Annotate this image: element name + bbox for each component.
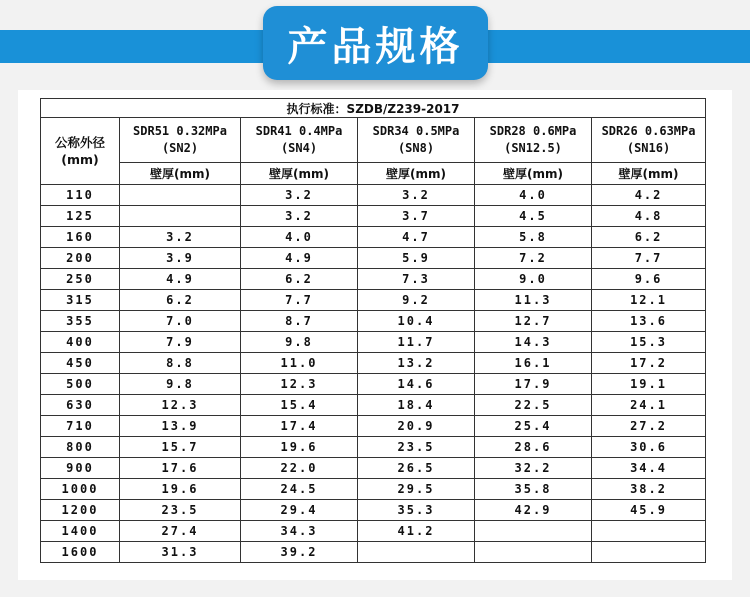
diameter-cell: 1000 xyxy=(41,479,120,500)
diameter-cell: 125 xyxy=(41,206,120,227)
thickness-cell: 11.3 xyxy=(475,290,592,311)
sdr-label: SDR34 0.5MPa xyxy=(372,124,460,138)
table-row xyxy=(41,395,706,416)
thickness-cell: 13.9 xyxy=(120,416,241,437)
thickness-cell: 4.9 xyxy=(241,248,358,269)
thickness-cell: 8.8 xyxy=(120,353,241,374)
thickness-cell: 7.9 xyxy=(120,332,241,353)
table-row xyxy=(41,332,706,353)
table-row xyxy=(41,353,706,374)
thickness-cell: 23.5 xyxy=(358,437,475,458)
table-row xyxy=(41,248,706,269)
thickness-cell: 7.0 xyxy=(120,311,241,332)
diameter-cell: 500 xyxy=(41,374,120,395)
thickness-cell: 17.9 xyxy=(475,374,592,395)
thickness-cell: 3.9 xyxy=(120,248,241,269)
wall-thickness-header: 壁厚(mm) xyxy=(475,163,592,185)
sn-label: (SN8) xyxy=(397,141,435,155)
thickness-cell: 5.8 xyxy=(475,227,592,248)
thickness-cell: 39.2 xyxy=(241,542,358,563)
thickness-cell: 11.0 xyxy=(241,353,358,374)
thickness-cell xyxy=(475,521,592,542)
thickness-cell: 7.3 xyxy=(358,269,475,290)
sdr-header xyxy=(120,118,241,163)
table-row xyxy=(41,374,706,395)
thickness-cell: 28.6 xyxy=(475,437,592,458)
diameter-cell: 355 xyxy=(41,311,120,332)
table-row xyxy=(41,458,706,479)
thickness-cell: 35.3 xyxy=(358,500,475,521)
thickness-cell: 3.2 xyxy=(241,185,358,206)
banner-title: 产品规格 xyxy=(287,23,464,70)
thickness-cell: 3.2 xyxy=(358,185,475,206)
spec-table xyxy=(40,98,706,563)
sn-label: (SN12.5) xyxy=(504,141,562,155)
diameter-cell: 315 xyxy=(41,290,120,311)
thickness-cell: 22.0 xyxy=(241,458,358,479)
thickness-cell: 4.8 xyxy=(592,206,706,227)
thickness-cell: 7.7 xyxy=(241,290,358,311)
thickness-cell: 7.7 xyxy=(592,248,706,269)
thickness-cell: 9.6 xyxy=(592,269,706,290)
table-row xyxy=(41,521,706,542)
table-row xyxy=(41,500,706,521)
table-row xyxy=(41,269,706,290)
diameter-cell: 1400 xyxy=(41,521,120,542)
table-row xyxy=(41,311,706,332)
thickness-cell: 25.4 xyxy=(475,416,592,437)
thickness-cell xyxy=(592,521,706,542)
thickness-cell: 15.7 xyxy=(120,437,241,458)
thickness-cell: 27.2 xyxy=(592,416,706,437)
thickness-cell xyxy=(120,206,241,227)
table-row xyxy=(41,290,706,311)
thickness-cell: 29.5 xyxy=(358,479,475,500)
diameter-cell: 800 xyxy=(41,437,120,458)
subheader-row xyxy=(41,163,706,185)
thickness-cell: 3.2 xyxy=(241,206,358,227)
thickness-cell: 12.3 xyxy=(241,374,358,395)
diameter-cell: 630 xyxy=(41,395,120,416)
diameter-cell: 110 xyxy=(41,185,120,206)
diameter-cell: 710 xyxy=(41,416,120,437)
thickness-cell: 42.9 xyxy=(475,500,592,521)
thickness-cell: 31.3 xyxy=(120,542,241,563)
diameter-cell: 200 xyxy=(41,248,120,269)
sn-label: (SN16) xyxy=(626,141,671,155)
header-row xyxy=(41,118,706,163)
thickness-cell: 22.5 xyxy=(475,395,592,416)
table-row xyxy=(41,227,706,248)
table-row xyxy=(41,437,706,458)
diameter-cell: 900 xyxy=(41,458,120,479)
thickness-cell: 4.9 xyxy=(120,269,241,290)
sn-label: (SN2) xyxy=(161,141,199,155)
wall-thickness-header: 壁厚(mm) xyxy=(592,163,706,185)
thickness-cell: 38.2 xyxy=(592,479,706,500)
table-row xyxy=(41,185,706,206)
thickness-cell: 9.0 xyxy=(475,269,592,290)
thickness-cell: 18.4 xyxy=(358,395,475,416)
sdr-label: SDR28 0.6MPa xyxy=(489,124,577,138)
thickness-cell: 20.9 xyxy=(358,416,475,437)
standard-row xyxy=(41,99,706,118)
thickness-cell: 11.7 xyxy=(358,332,475,353)
diameter-cell: 160 xyxy=(41,227,120,248)
diameter-cell: 450 xyxy=(41,353,120,374)
thickness-cell: 4.0 xyxy=(475,185,592,206)
thickness-cell: 6.2 xyxy=(120,290,241,311)
sdr-header xyxy=(358,118,475,163)
sdr-header xyxy=(475,118,592,163)
outer-diameter-header xyxy=(41,118,120,185)
thickness-cell: 26.5 xyxy=(358,458,475,479)
thickness-cell: 32.2 xyxy=(475,458,592,479)
thickness-cell: 10.4 xyxy=(358,311,475,332)
thickness-cell: 3.7 xyxy=(358,206,475,227)
thickness-cell: 14.3 xyxy=(475,332,592,353)
thickness-cell: 19.1 xyxy=(592,374,706,395)
thickness-cell: 45.9 xyxy=(592,500,706,521)
thickness-cell xyxy=(592,542,706,563)
thickness-cell: 27.4 xyxy=(120,521,241,542)
wall-thickness-header: 壁厚(mm) xyxy=(120,163,241,185)
thickness-cell: 30.6 xyxy=(592,437,706,458)
banner xyxy=(263,6,488,80)
thickness-cell: 4.7 xyxy=(358,227,475,248)
thickness-cell: 12.3 xyxy=(120,395,241,416)
outer-diameter-label: 公称外径 xyxy=(54,135,105,150)
thickness-cell: 13.2 xyxy=(358,353,475,374)
thickness-cell xyxy=(358,542,475,563)
table-row xyxy=(41,542,706,563)
thickness-cell: 8.7 xyxy=(241,311,358,332)
thickness-cell: 13.6 xyxy=(592,311,706,332)
table-row xyxy=(41,416,706,437)
sdr-label: SDR26 0.63MPa xyxy=(601,124,696,138)
wall-thickness-header: 壁厚(mm) xyxy=(358,163,475,185)
thickness-cell: 17.6 xyxy=(120,458,241,479)
standard-note: 执行标准：SZDB/Z239-2017 xyxy=(41,99,706,118)
diameter-cell: 1200 xyxy=(41,500,120,521)
thickness-cell: 19.6 xyxy=(241,437,358,458)
diameter-cell: 250 xyxy=(41,269,120,290)
diameter-cell: 1600 xyxy=(41,542,120,563)
thickness-cell: 29.4 xyxy=(241,500,358,521)
thickness-cell: 4.5 xyxy=(475,206,592,227)
thickness-cell: 9.8 xyxy=(241,332,358,353)
thickness-cell xyxy=(120,185,241,206)
thickness-cell: 23.5 xyxy=(120,500,241,521)
thickness-cell: 16.1 xyxy=(475,353,592,374)
sn-label: (SN4) xyxy=(280,141,318,155)
table-row xyxy=(41,479,706,500)
thickness-cell: 24.1 xyxy=(592,395,706,416)
thickness-cell: 5.9 xyxy=(358,248,475,269)
thickness-cell: 41.2 xyxy=(358,521,475,542)
sdr-header xyxy=(592,118,706,163)
thickness-cell: 17.4 xyxy=(241,416,358,437)
thickness-cell: 14.6 xyxy=(358,374,475,395)
thickness-cell: 15.4 xyxy=(241,395,358,416)
thickness-cell: 6.2 xyxy=(241,269,358,290)
sdr-header xyxy=(241,118,358,163)
thickness-cell: 9.2 xyxy=(358,290,475,311)
thickness-cell xyxy=(475,542,592,563)
thickness-cell: 34.4 xyxy=(592,458,706,479)
sdr-label: SDR51 0.32MPa xyxy=(133,124,227,138)
thickness-cell: 4.0 xyxy=(241,227,358,248)
thickness-cell: 19.6 xyxy=(120,479,241,500)
thickness-cell: 9.8 xyxy=(120,374,241,395)
thickness-cell: 3.2 xyxy=(120,227,241,248)
table-row xyxy=(41,206,706,227)
thickness-cell: 35.8 xyxy=(475,479,592,500)
wall-thickness-header: 壁厚(mm) xyxy=(241,163,358,185)
thickness-cell: 15.3 xyxy=(592,332,706,353)
thickness-cell: 6.2 xyxy=(592,227,706,248)
thickness-cell: 24.5 xyxy=(241,479,358,500)
outer-diameter-unit: (mm) xyxy=(61,152,99,167)
thickness-cell: 7.2 xyxy=(475,248,592,269)
thickness-cell: 4.2 xyxy=(592,185,706,206)
thickness-cell: 34.3 xyxy=(241,521,358,542)
sdr-label: SDR41 0.4MPa xyxy=(255,124,343,138)
thickness-cell: 12.1 xyxy=(592,290,706,311)
diameter-cell: 400 xyxy=(41,332,120,353)
thickness-cell: 12.7 xyxy=(475,311,592,332)
thickness-cell: 17.2 xyxy=(592,353,706,374)
